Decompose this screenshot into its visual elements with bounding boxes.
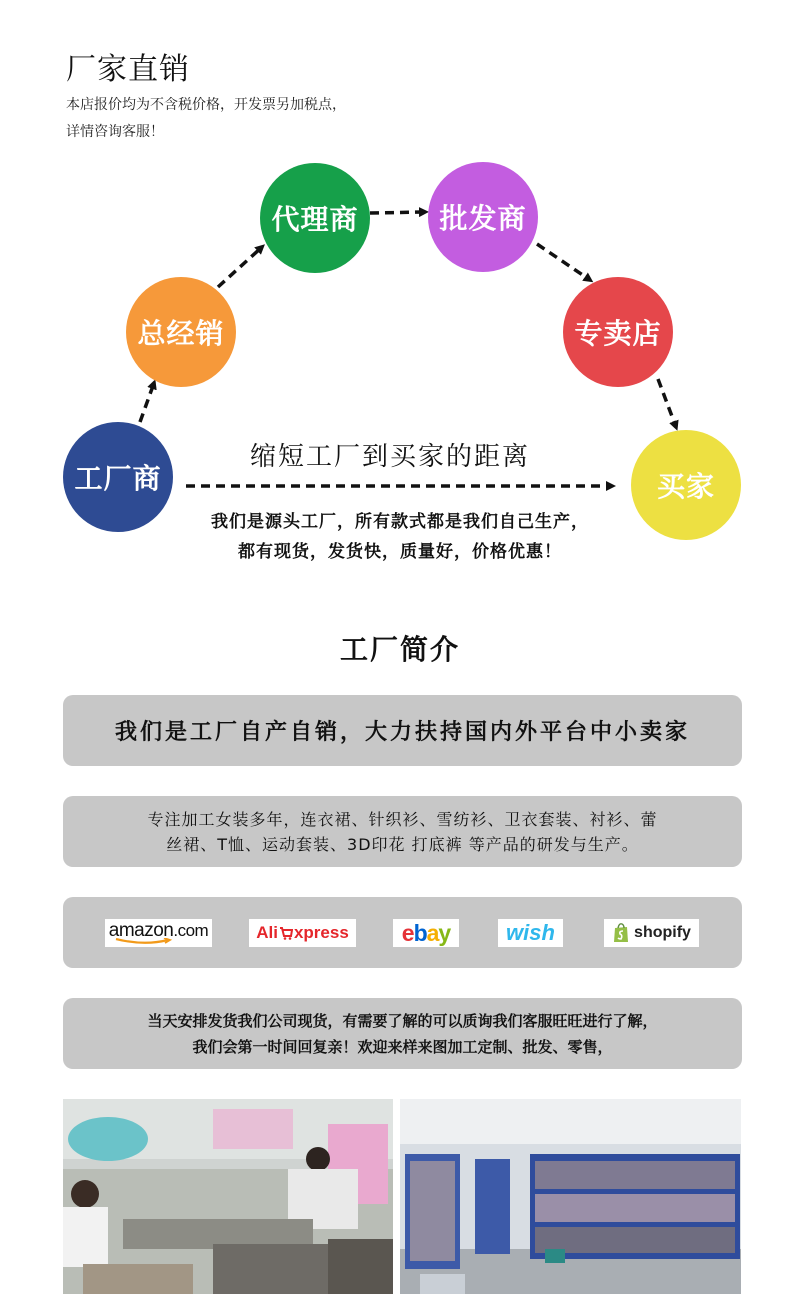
- ebay-logo: [393, 919, 459, 947]
- shipping-text-line-2: 我们会第一时间回复亲！欢迎来样来图加工定制、批发、零售，: [192, 1037, 613, 1056]
- products-text-line-1: 专注加工女装多年，连衣裙、针织衫、雪纺衫、卫衣套装、衬衫、蕾: [147, 809, 658, 829]
- sewing-workshop-photo: [63, 1099, 393, 1294]
- node-agent: 代理商: [260, 163, 370, 273]
- aliexpress-logo: [249, 919, 356, 947]
- shopify-logo: [604, 919, 699, 947]
- ebay-logo-text: ebay: [401, 919, 451, 946]
- tax-note-line-2: 详情咨询客服！: [66, 124, 164, 140]
- node-distributor: 总经销: [126, 277, 236, 387]
- wish-logo: [498, 919, 563, 947]
- shipping-text-line-1: 当天安排发货我们公司现货，有需要了解的可以质询我们客服旺旺进行了解，: [147, 1011, 658, 1030]
- self-sell-text: 我们是工厂自产自销，大力扶持国内外平台中小卖家: [114, 720, 690, 745]
- node-wholesaler: 批发商: [428, 162, 538, 272]
- factory-claim-line-2: 都有现货，发货快，质量好，价格优惠！: [238, 542, 562, 562]
- shorten-distance-text: 缩短工厂到买家的距离: [249, 442, 530, 472]
- arrow-factory-to-distributor: [140, 383, 154, 422]
- products-text-line-2: 丝裙、T恤、运动套装、3D印花 打底裤 等产品的研发与生产。: [166, 834, 639, 854]
- shopify-bag-icon: [612, 923, 630, 943]
- wish-logo-text: wish: [506, 920, 555, 945]
- aliexpress-logo-suffix: xpress: [293, 923, 349, 942]
- tax-note: [66, 92, 346, 146]
- node-store: 专卖店: [563, 277, 673, 387]
- amazon-logo: [105, 919, 212, 947]
- tax-note-line-1: 本店报价均为不含税价格，开发票另加税点，: [66, 97, 346, 113]
- amazon-logo-text: amazon: [108, 919, 174, 941]
- arrow-store-to-buyer: [658, 379, 676, 427]
- shopify-logo-text: shopify: [634, 924, 691, 941]
- node-buyer: 买家: [631, 430, 741, 540]
- factory-claim-line-1: 我们是源头工厂，所有款式都是我们自己生产，: [211, 512, 589, 532]
- aliexpress-logo-text: Ali: [256, 923, 278, 942]
- shipping-banner: [63, 998, 742, 1069]
- arrow-wholesaler-to-store: [537, 244, 590, 280]
- factory-intro-title: 工厂简介: [339, 633, 460, 666]
- self-sell-banner: [63, 695, 742, 766]
- amazon-smile-icon: [114, 938, 174, 945]
- page-title: 厂家直销: [66, 52, 190, 87]
- arrow-agent-to-wholesaler: [370, 212, 425, 213]
- cart-icon: [279, 926, 293, 940]
- amazon-logo-suffix: .com: [173, 920, 209, 940]
- warehouse-shelves-photo: [400, 1099, 741, 1294]
- node-factory: 工厂商: [63, 422, 173, 532]
- products-banner: [63, 796, 742, 867]
- arrow-distributor-to-agent: [218, 247, 262, 287]
